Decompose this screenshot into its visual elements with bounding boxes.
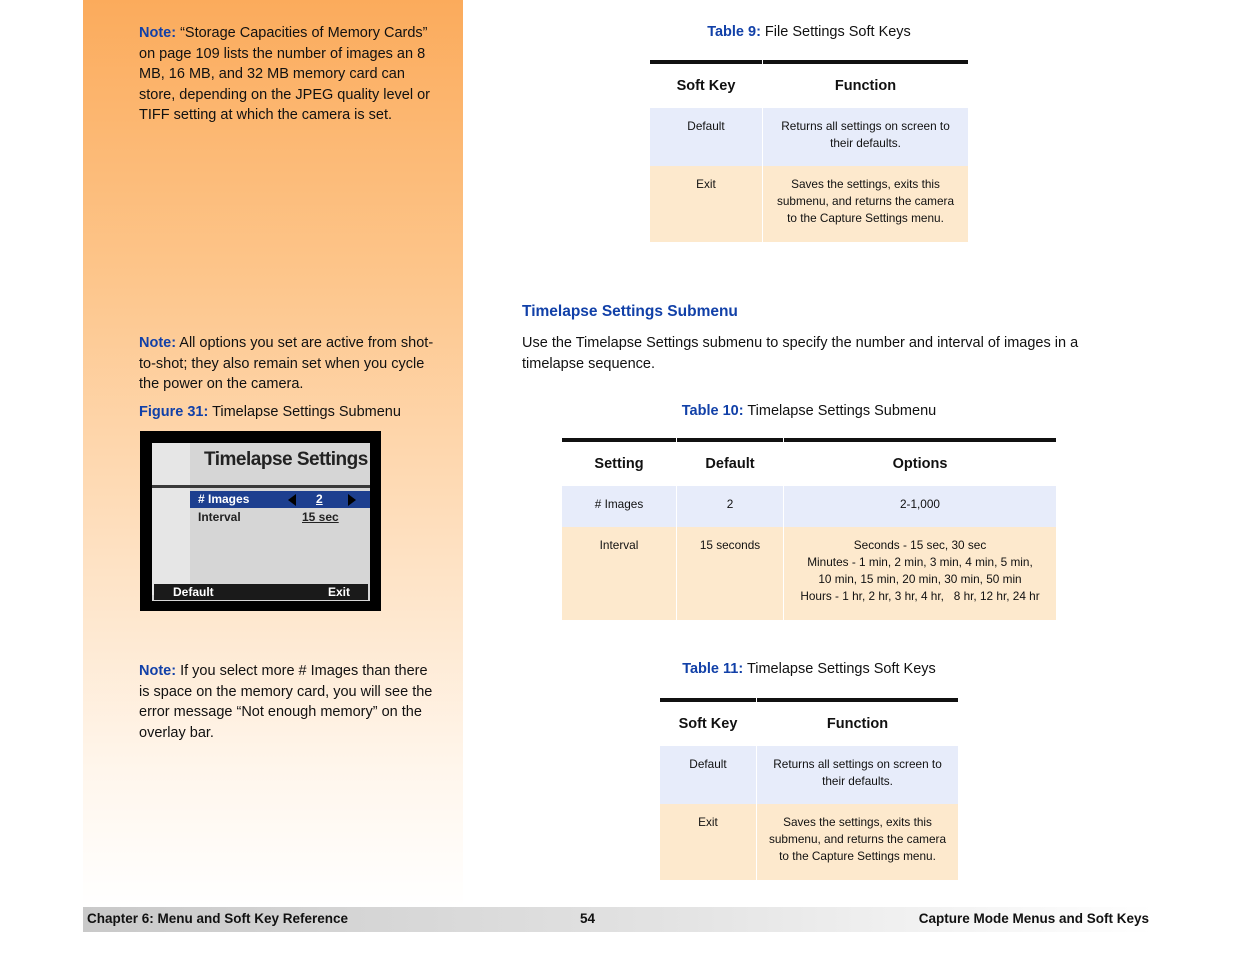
table-header: Default [677,438,783,486]
note-text: All options you set are active from shot-to-shot; they also remain set when you cycle the power on the camera. [139,335,434,392]
table-caption-label: Table 9: [707,24,761,40]
lcd-row-key: # Images [198,492,250,506]
table10-caption [561,403,1057,419]
table-row [660,746,958,804]
table-cell: Exit [650,166,762,242]
table-header: Function [763,60,968,108]
table-cell: 15 seconds [677,527,783,620]
lcd-divider [152,485,370,488]
table11-caption [659,661,959,677]
table-cell: Saves the settings, exits this submenu, and returns the camera to the Capture Settings menu. [757,804,958,880]
note-label: Note: [139,25,177,41]
figure-label: Figure 31: [139,404,209,420]
lcd-softkey-exit: Exit [328,585,351,599]
note-not-enough-memory [139,661,439,743]
table-cell: # Images [562,486,676,527]
table-row [660,804,958,880]
table-cell: 2 [677,486,783,527]
footer-section: Capture Mode Menus and Soft Keys [918,911,1149,926]
lcd-title: Timelapse Settings [204,449,368,470]
footer-chapter: Chapter 6: Menu and Soft Key Reference [87,911,349,926]
table9 [649,60,969,242]
section-heading: Timelapse Settings Submenu [522,303,738,320]
table-row [562,527,1056,620]
lcd-screen [152,443,370,601]
table-cell: Interval [562,527,676,620]
note-storage-capacities [139,23,439,126]
table-row [562,486,1056,527]
lcd-softkey-bar [154,584,368,600]
table-cell: Saves the settings, exits this submenu, and returns the camera to the Capture Settings menu. [763,166,968,242]
note-text: If you select more # Images than there is space on the memory card, you will see the error message “Not enough memory” on the overlay bar. [139,663,433,741]
table-row [650,166,968,242]
lcd-row-images [190,491,370,508]
table-cell: Default [650,108,762,166]
footer-page-number: 54 [580,911,596,926]
lcd-left-panel [152,443,190,595]
option-line: Minutes - 1 min, 2 min, 3 min, 4 min, 5 min, [807,555,1033,569]
arrow-left-icon [288,494,296,506]
figure-text: Timelapse Settings Submenu [208,404,401,420]
lcd-softkey-default: Default [173,585,214,599]
table-cell: Returns all settings on screen to their defaults. [757,746,958,804]
table-caption-text: Timelapse Settings Submenu [743,403,937,419]
table-caption-label: Table 10: [681,403,744,419]
arrow-right-icon [348,494,356,506]
table-cell: 2-1,000 [784,486,1056,527]
table-cell-options [784,527,1056,620]
section-paragraph: Use the Timelapse Settings submenu to specify the number and interval of images in a timelapse sequence. [522,335,1079,372]
option-line: 10 min, 15 min, 20 min, 30 min, 50 min [818,572,1022,586]
table-caption-text: File Settings Soft Keys [760,24,911,40]
note-label: Note: [139,335,177,351]
camera-lcd-figure [140,431,381,611]
figure-caption [139,402,439,423]
lcd-row-interval [190,509,370,526]
lcd-row-value: 15 sec [302,510,339,524]
table-cell: Exit [660,804,756,880]
table10 [561,438,1057,620]
table-row [650,108,968,166]
note-label: Note: [139,663,177,679]
table11 [659,698,959,880]
lcd-row-value: 2 [316,492,323,506]
table-header: Options [784,438,1056,486]
table-header: Soft Key [650,60,762,108]
note-options-persist [139,333,439,395]
page-footer [83,907,1153,932]
table-header: Setting [562,438,676,486]
table-header: Function [757,698,958,746]
option-line: Seconds - 15 sec, 30 sec [853,538,987,552]
table-header: Soft Key [660,698,756,746]
note-text: “Storage Capacities of Memory Cards” on page 109 lists the number of images an 8 MB, 16 MB, and 32 MB memory card can store, depending on the JPEG quality level or TIFF setting at which the camera is set. [139,25,430,123]
table9-caption [649,24,969,40]
table-cell: Returns all settings on screen to their defaults. [763,108,968,166]
lcd-row-key: Interval [198,510,241,524]
table-caption-label: Table 11: [682,661,744,677]
option-line: Hours - 1 hr, 2 hr, 3 hr, 4 hr, 8 hr, 12 hr, 24 hr [800,589,1040,603]
table-cell: Default [660,746,756,804]
table-caption-text: Timelapse Settings Soft Keys [743,661,936,677]
